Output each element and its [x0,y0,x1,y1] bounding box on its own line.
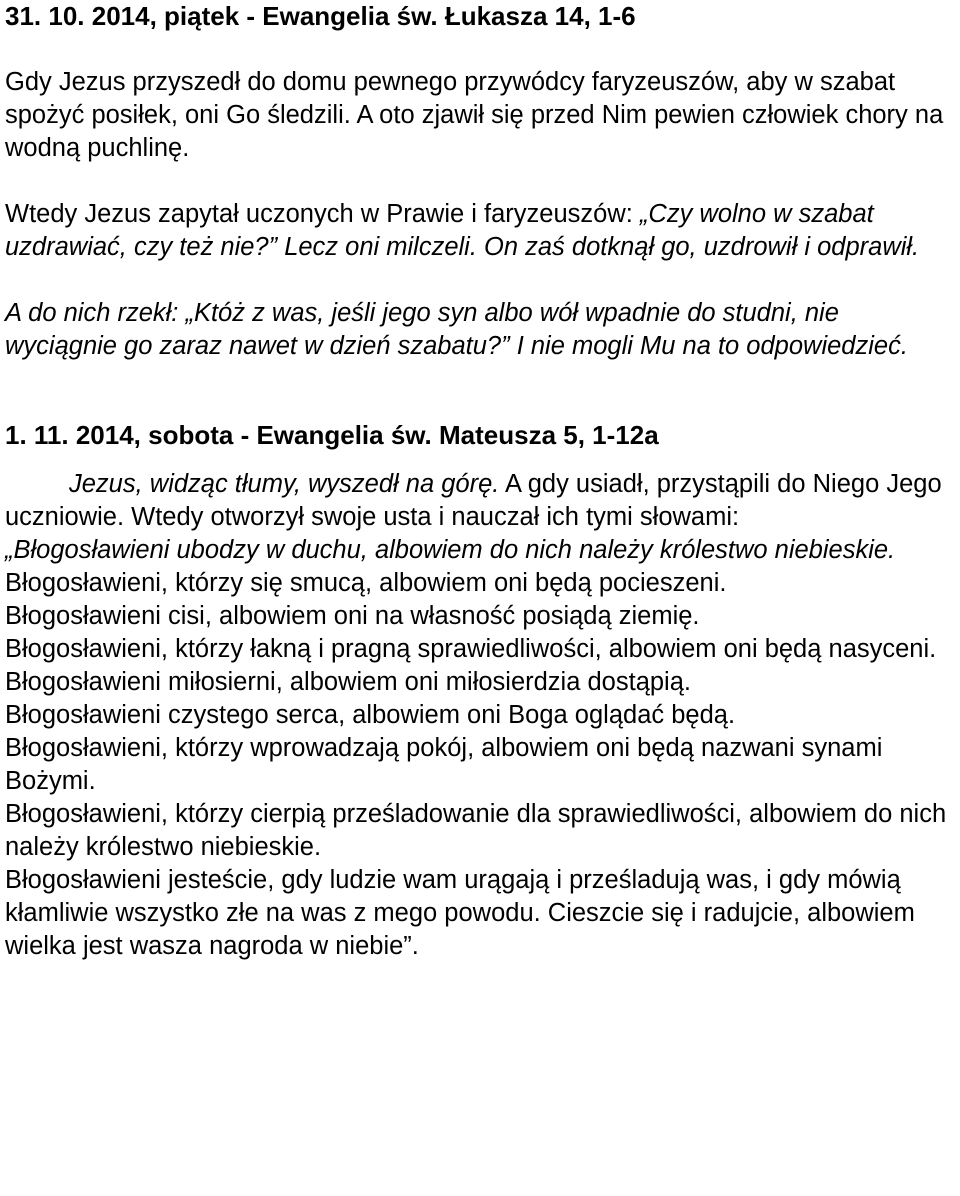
section1-heading: 31. 10. 2014, piątek - Ewangelia św. Łukasza 14, 1-6 [5,1,636,31]
narration-text: I nie mogli Mu na to odpowiedzieć. [509,332,908,360]
quote-text: „Któż z was, jeśli jego syn albo wół wpadnie do studni, nie wyciągnie go zaraz nawet w dzień szabatu?” [5,299,839,360]
spacer [5,33,957,66]
narration-text: Lecz oni milczeli. [277,233,485,261]
beatitude-5: Błogosławieni miłosierni, albowiem oni miłosierdzia dostąpią. [5,668,691,696]
beatitude-1: „Błogosławieni ubodzy w duchu, albowiem do nich należy królestwo niebieskie. [5,536,896,564]
spacer [5,363,957,419]
beatitude-7: Błogosławieni, którzy wprowadzają pokój, albowiem oni będą nazwani synami Bożymi. [5,734,883,795]
narration-text: A do nich rzekł: [5,299,186,327]
section1-paragraph-2 [5,198,957,264]
document-page [5,0,957,963]
section2-heading: 1. 11. 2014, sobota - Ewangelia św. Mateusza 5, 1-12a [5,420,659,450]
narration-text: On zaś dotknął go, uzdrowił i odprawił. [484,233,920,261]
spacer [5,264,957,297]
intro-text: A gdy usiadł, przystąpili do Niego Jego uczniowie. Wtedy otworzył swoje usta i nauczał ich tymi słowami: [5,470,942,531]
section2-intro [5,468,957,534]
beatitude-9: Błogosławieni jesteście, gdy ludzie wam urągają i prześladują was, i gdy mówią kłamliwie wszystko złe na was z mego powodu. Cieszcie się i radujcie, albowiem wielka jest wasza nagroda w niebie”. [5,866,915,960]
beatitude-8: Błogosławieni, którzy cierpią prześladowanie dla sprawiedliwości, albowiem do nich należy królestwo niebieskie. [5,800,947,861]
intro-italic-text: Jezus, widząc tłumy, wyszedł na górę. [69,470,500,498]
quote-text: „Czy wolno w szabat uzdrawiać, czy też nie?” [5,200,874,261]
section1-paragraph-1: Gdy Jezus przyszedł do domu pewnego przywódcy faryzeuszów, aby w szabat spożyć posiłek, oni Go śledzili. A oto zjawił się przed Nim pewien człowiek chory na wodną puchlinę. [5,68,944,162]
beatitude-2: Błogosławieni, którzy się smucą, albowiem oni będą pocieszeni. [5,569,727,597]
spacer [5,452,957,468]
beatitude-4: Błogosławieni, którzy łakną i pragną sprawiedliwości, albowiem oni będą nasyceni. [5,635,937,663]
narration-text: Wtedy Jezus zapytał uczonych w Prawie i faryzeuszów: [5,200,640,228]
section1-paragraph-3 [5,297,957,363]
beatitude-3: Błogosławieni cisi, albowiem oni na własność posiądą ziemię. [5,602,700,630]
spacer [5,165,957,198]
beatitude-6: Błogosławieni czystego serca, albowiem oni Boga oglądać będą. [5,701,736,729]
